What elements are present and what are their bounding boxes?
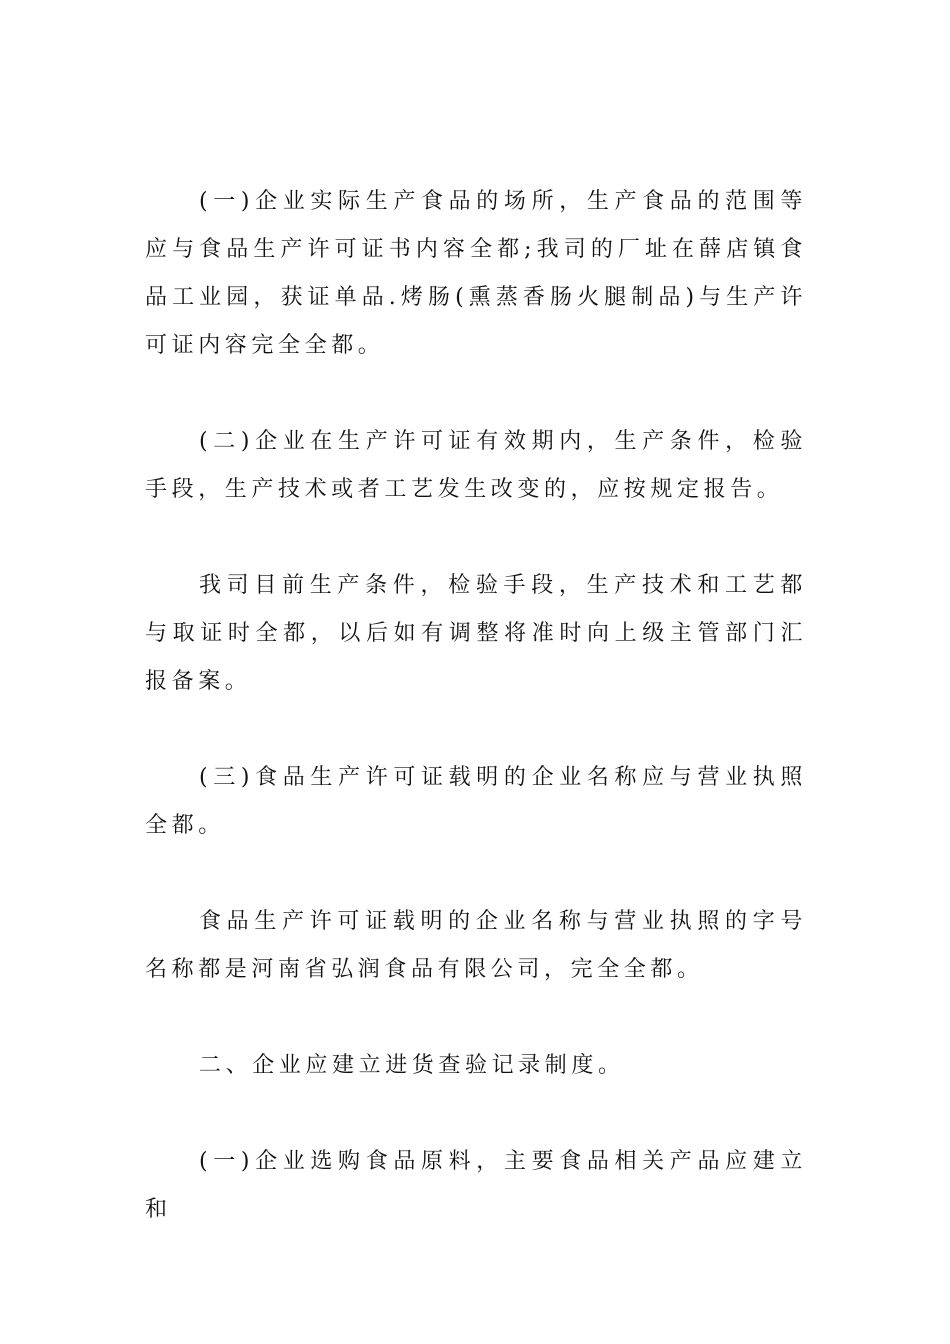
section-heading-inspection-records: 二、企业应建立进货查验记录制度。 <box>199 1053 625 1078</box>
document-body <box>145 178 807 1234</box>
paragraph-production-site: (一)企业实际生产食品的场所，生产食品的范围等应与食品生产许可证书内容全都;我司的厂址在薛店镇食品工业园，获证单品.烤肠(熏蒸香肠火腿制品)与生产许可证内容完全全都。 <box>145 189 807 358</box>
paragraph-company-name-rule: (三)食品生产许可证载明的企业名称应与营业执照全都。 <box>145 765 807 838</box>
paragraph-company-name-match: 食品生产许可证载明的企业名称与营业执照的字号名称都是河南省弘润食品有限公司，完全全都。 <box>145 909 807 982</box>
paragraph-raw-material-purchase: (一)企业选购食品原料，主要食品相关产品应建立和 <box>145 1149 807 1222</box>
paragraph-license-change-report: (二)企业在生产许可证有效期内，生产条件，检验手段，生产技术或者工艺发生改变的，应按规定报告。 <box>145 429 807 502</box>
paragraph-current-conditions: 我司目前生产条件，检验手段，生产技术和工艺都与取证时全都，以后如有调整将准时向上级主管部门汇报备案。 <box>145 573 807 694</box>
